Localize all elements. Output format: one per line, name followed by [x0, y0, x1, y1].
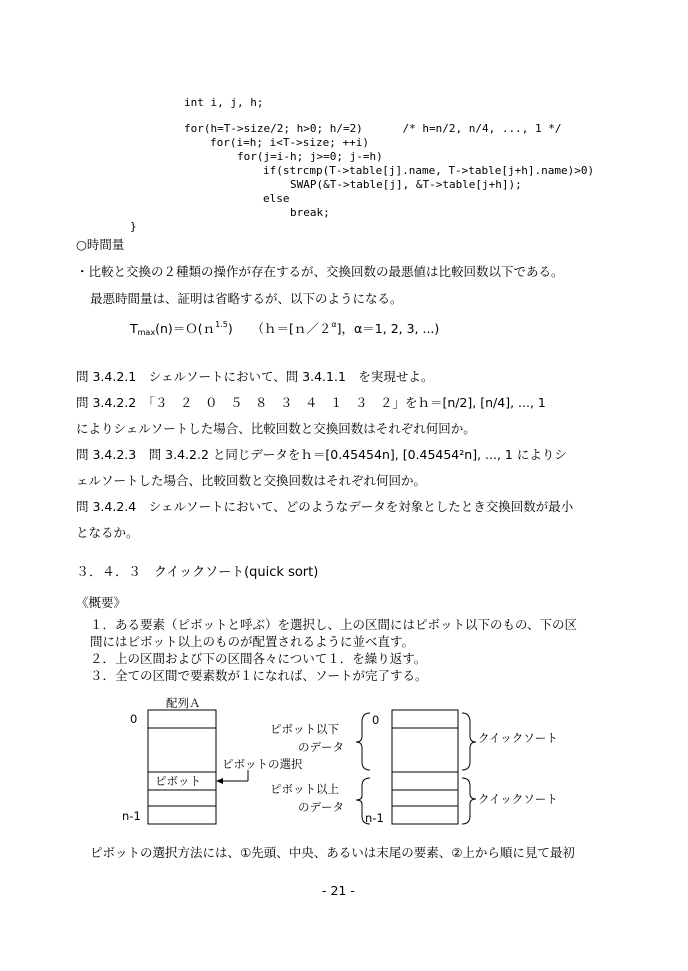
- overview-label: 《概要》: [76, 595, 127, 610]
- question-3-line-1: 問 3.4.2.3 問 3.4.2.2 と同じデータをｈ＝[0.45454n], [0.45454²n], ..., 1 によりシ: [76, 447, 567, 462]
- code-line: else: [263, 192, 290, 205]
- pivot-arrow: [216, 770, 248, 784]
- right-index-top: 0: [372, 713, 380, 727]
- code-line: if(strcmp(T->table[j].name, T->table[j+h].name)>0): [263, 164, 595, 177]
- left-brace-upper: [356, 713, 370, 770]
- question-4-line-2: となるか。: [76, 525, 139, 540]
- below-pivot-label-2: のデータ: [298, 740, 344, 754]
- quicksort-label-upper: クイックソート: [478, 731, 558, 745]
- question-4-line-1: 問 3.4.2.4 シェルソートにおいて、どのようなデータを対象としたとき交換回数が最小: [76, 499, 574, 514]
- question-2-line-2: によりシェルソートした場合、比較回数と交換回数はそれぞれ何回か。: [76, 421, 476, 436]
- section-heading-quicksort: ３．４．３ クイックソート(quick sort): [76, 565, 319, 580]
- step-line: 間にはピボット以上のものが配置されるように並べ直す。: [90, 634, 415, 649]
- formula-main: (n)＝Ｏ(ｎ: [155, 321, 216, 336]
- section-time-heading: ○時間量: [76, 237, 125, 252]
- formula-exp: 1.5: [215, 320, 228, 329]
- formula-rest: ) （ｈ＝[ｎ／２: [227, 321, 332, 336]
- array-label: 配列Ａ: [166, 696, 201, 710]
- worst-case-intro: 最悪時間量は、証明は省略するが、以下のようになる。: [90, 291, 403, 306]
- right-index-bottom: n-1: [365, 811, 384, 825]
- pivot-select-label: ピボットの選択: [222, 757, 303, 771]
- index-bottom: n-1: [122, 809, 141, 823]
- step-line: ２．上の区間および下の区間各々について１．を繰り返す。: [90, 651, 427, 666]
- code-line: SWAP(&T->table[j], &T->table[j+h]);: [290, 178, 522, 191]
- above-pivot-label-2: のデータ: [298, 800, 344, 814]
- below-pivot-label-1: ピボット以下: [270, 722, 339, 736]
- code-line: int i, j, h;: [184, 96, 264, 109]
- step-line: １．ある要素（ピボットと呼ぶ）を選択し、上の区間にはピボット以下のもの、下の区: [90, 617, 578, 632]
- pivot-method-line: ピボットの選択方法には、①先頭、中央、あるいは末尾の要素、②上から順に見て最初: [90, 845, 575, 860]
- formula-sub: max: [137, 328, 156, 337]
- page-number: - 21 -: [322, 883, 355, 898]
- code-line: for(i=h; i<T->size; ++i): [210, 136, 369, 149]
- above-pivot-label-1: ピボット以上: [270, 782, 339, 796]
- code-line: break;: [290, 206, 330, 219]
- right-brace-lower: [462, 778, 476, 824]
- code-line: for(j=i-h; j>=0; j-=h): [237, 150, 383, 163]
- formula-exp2: α: [331, 320, 337, 329]
- right-brace-upper: [462, 713, 476, 770]
- code-line: for(h=T->size/2; h>0; h/=2) /* h=n/2, n/4, ..., 1 */: [184, 122, 562, 135]
- pivot-label: ピボット: [155, 774, 201, 788]
- question-3-line-2: ェルソートした場合、比較回数と交換回数はそれぞれ何回か。: [76, 473, 427, 488]
- step-line: ３．全ての区間で要素数が１になれば、ソートが完了する。: [90, 668, 428, 683]
- array-a-box: [148, 710, 216, 824]
- question-1: 問 3.4.2.1 シェルソートにおいて、問 3.4.1.1 を実現せよ。: [76, 369, 434, 384]
- quicksort-label-lower: クイックソート: [478, 792, 558, 806]
- array-b-box: [392, 710, 458, 824]
- question-2-line-1: 問 3.4.2.2 「３ ２ ０ ５ ８ ３ ４ １ ３ ２」をｈ＝[n/2], [n/4], ..., 1: [76, 395, 546, 410]
- formula-rest2: ]，α＝1, 2, 3, ...): [336, 321, 440, 336]
- formula-t: T: [130, 321, 138, 336]
- bullet-compare: ・比較と交換の２種類の操作が存在するが、交換回数の最悪値は比較回数以下である。: [76, 264, 564, 279]
- code-line: }: [130, 220, 137, 233]
- index-top: 0: [130, 712, 138, 726]
